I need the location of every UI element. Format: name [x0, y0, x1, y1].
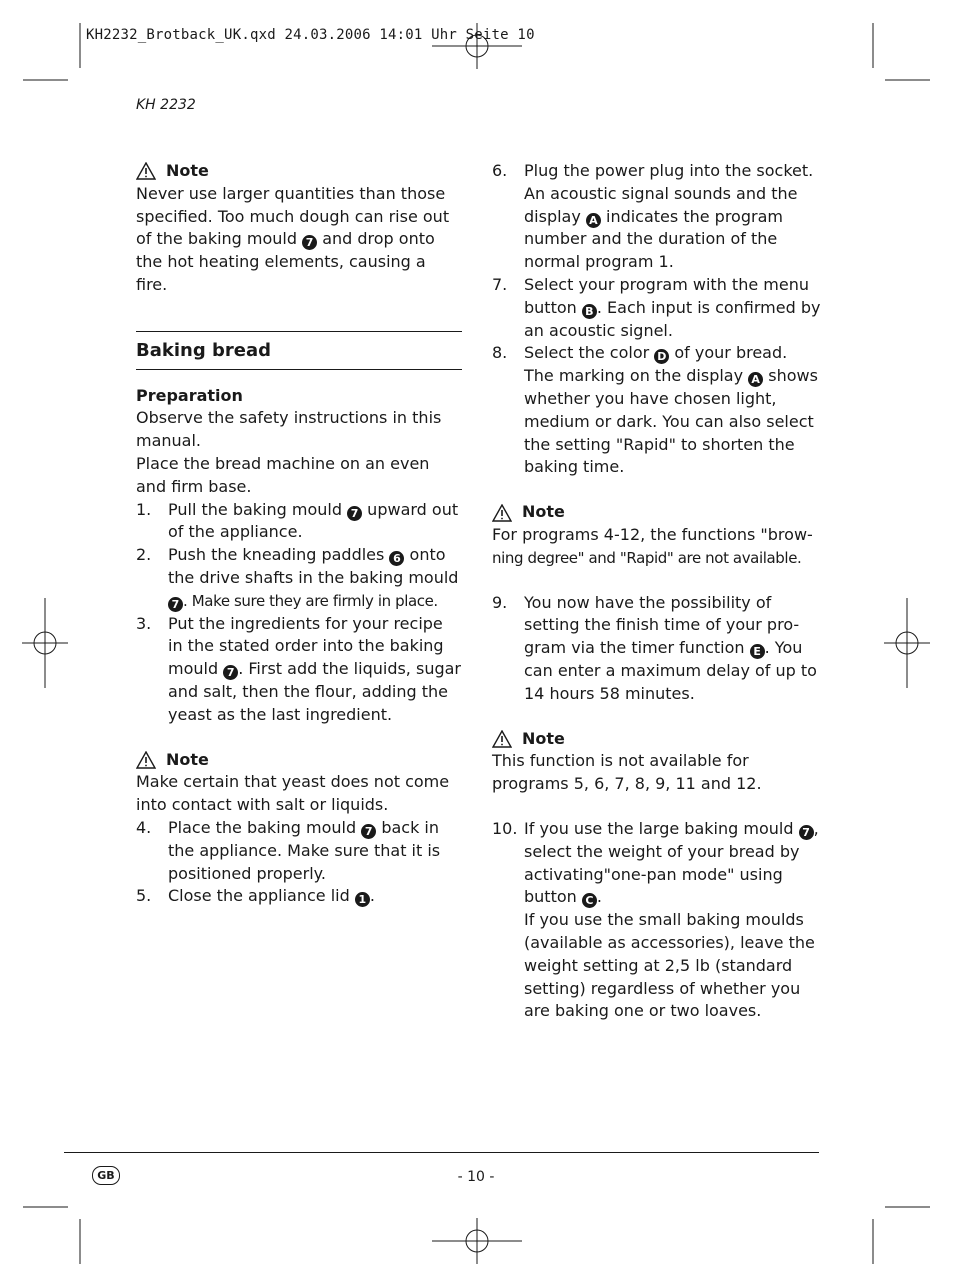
section-title: Baking bread: [136, 339, 271, 361]
file-slug: KH2232_Brotback_UK.qxd 24.03.2006 14:01 Uhr Seite 10: [86, 27, 535, 43]
warning-icon: [136, 751, 156, 769]
list-item: 9. You now have the possibility of setting the finish time of your pro-gram via the timer function E . You can enter a maximum delay of up to 14 hours 58 minutes.: [492, 592, 817, 703]
list-item: 1. Pull the baking mould 7 upward out of the appliance.: [136, 499, 459, 542]
ref-badge: B: [582, 304, 597, 319]
footer-rule: [64, 1152, 819, 1153]
ref-badge: E: [750, 644, 765, 659]
ref-badge: A: [586, 213, 601, 228]
registration-mark-right: [884, 598, 930, 688]
note-title: Note: [522, 502, 565, 522]
right-column: [492, 160, 822, 1023]
paragraph: Place the bread machine on an even and firm base.: [136, 453, 430, 496]
note-text: Make certain that yeast does not come into contact with salt or liquids.: [136, 772, 450, 815]
note-text: Never use larger quantities than those specified. Too much dough can rise out of the baking mould 7 and drop onto the hot heating elements, causing a fire.: [136, 183, 450, 294]
warning-icon: [492, 730, 512, 748]
page-number: - 10 -: [457, 1169, 495, 1185]
ref-badge: 7: [302, 235, 317, 250]
note-heading: [136, 749, 462, 772]
model-number: KH 2232: [136, 97, 196, 113]
ref-badge: 7: [799, 825, 814, 840]
note-heading: [492, 501, 822, 524]
ref-badge: 7: [347, 506, 362, 521]
ref-badge: 7: [168, 597, 183, 612]
ref-badge: 7: [223, 665, 238, 680]
ref-badge: 1: [355, 892, 370, 907]
list-item: 5. Close the appliance lid 1 .: [136, 886, 375, 907]
list-item: 6. Plug the power plug into the socket. An acoustic signal sounds and the display A indicates the program number and the duration of the normal program 1.: [492, 161, 814, 272]
list-item: 7. Select your program with the menu button B . Each input is confirmed by an acoustic signel.: [492, 274, 821, 340]
registration-mark-left: [22, 598, 68, 688]
list-item: 4. Place the baking mould 7 back in the appliance. Make sure that it is positioned properly.: [136, 817, 441, 883]
subheading-preparation: Preparation: [136, 385, 243, 405]
note-title: Note: [522, 728, 565, 748]
ref-badge: 7: [361, 824, 376, 839]
ref-badge: D: [654, 349, 669, 364]
section-rule-bottom: [136, 369, 462, 370]
ref-badge: A: [748, 372, 763, 387]
note-heading: [136, 160, 462, 183]
warning-icon: [492, 504, 512, 522]
list-item: 10. If you use the large baking mould 7 , select the weight of your bread by activating"one-pan mode" using button C . If you use the small baking moulds (available as accessories), leave the weight setting at 2,5 lb (standard setting) regardless of whether you are baking one or two loaves.: [492, 818, 819, 1021]
note-heading: [492, 728, 822, 751]
language-badge: GB: [92, 1166, 120, 1185]
note-text: This function is not available for programs 5, 6, 7, 8, 9, 11 and 12.: [492, 751, 762, 794]
note-text-line: ning degree" and "Rapid" are not available.: [492, 548, 802, 567]
note-title: Note: [166, 749, 209, 769]
list-item: 8. Select the color D of your bread. The marking on the display A shows whether you have chosen light, medium or dark. You can also select the setting "Rapid" to shorten the baking time.: [492, 343, 818, 477]
list-item: 3. Put the ingredients for your recipe in the stated order into the baking mould 7 . First add the liquids, sugar and salt, then the flour, adding the yeast as the last ingredient.: [136, 613, 461, 724]
paragraph: Observe the safety instructions in this manual.: [136, 408, 442, 451]
note-title: Note: [166, 161, 209, 180]
note-text-line: For programs 4-12, the functions "brow-: [492, 524, 813, 544]
warning-icon: [136, 162, 156, 180]
ref-badge: C: [582, 893, 597, 908]
registration-mark-bottom: [432, 1218, 522, 1264]
list-item: 2. Push the kneading paddles 6 onto the drive shafts in the baking mould 7 . Make sure they are firmly in place.: [136, 545, 459, 611]
left-column: [136, 160, 462, 908]
ref-badge: 6: [389, 551, 404, 566]
